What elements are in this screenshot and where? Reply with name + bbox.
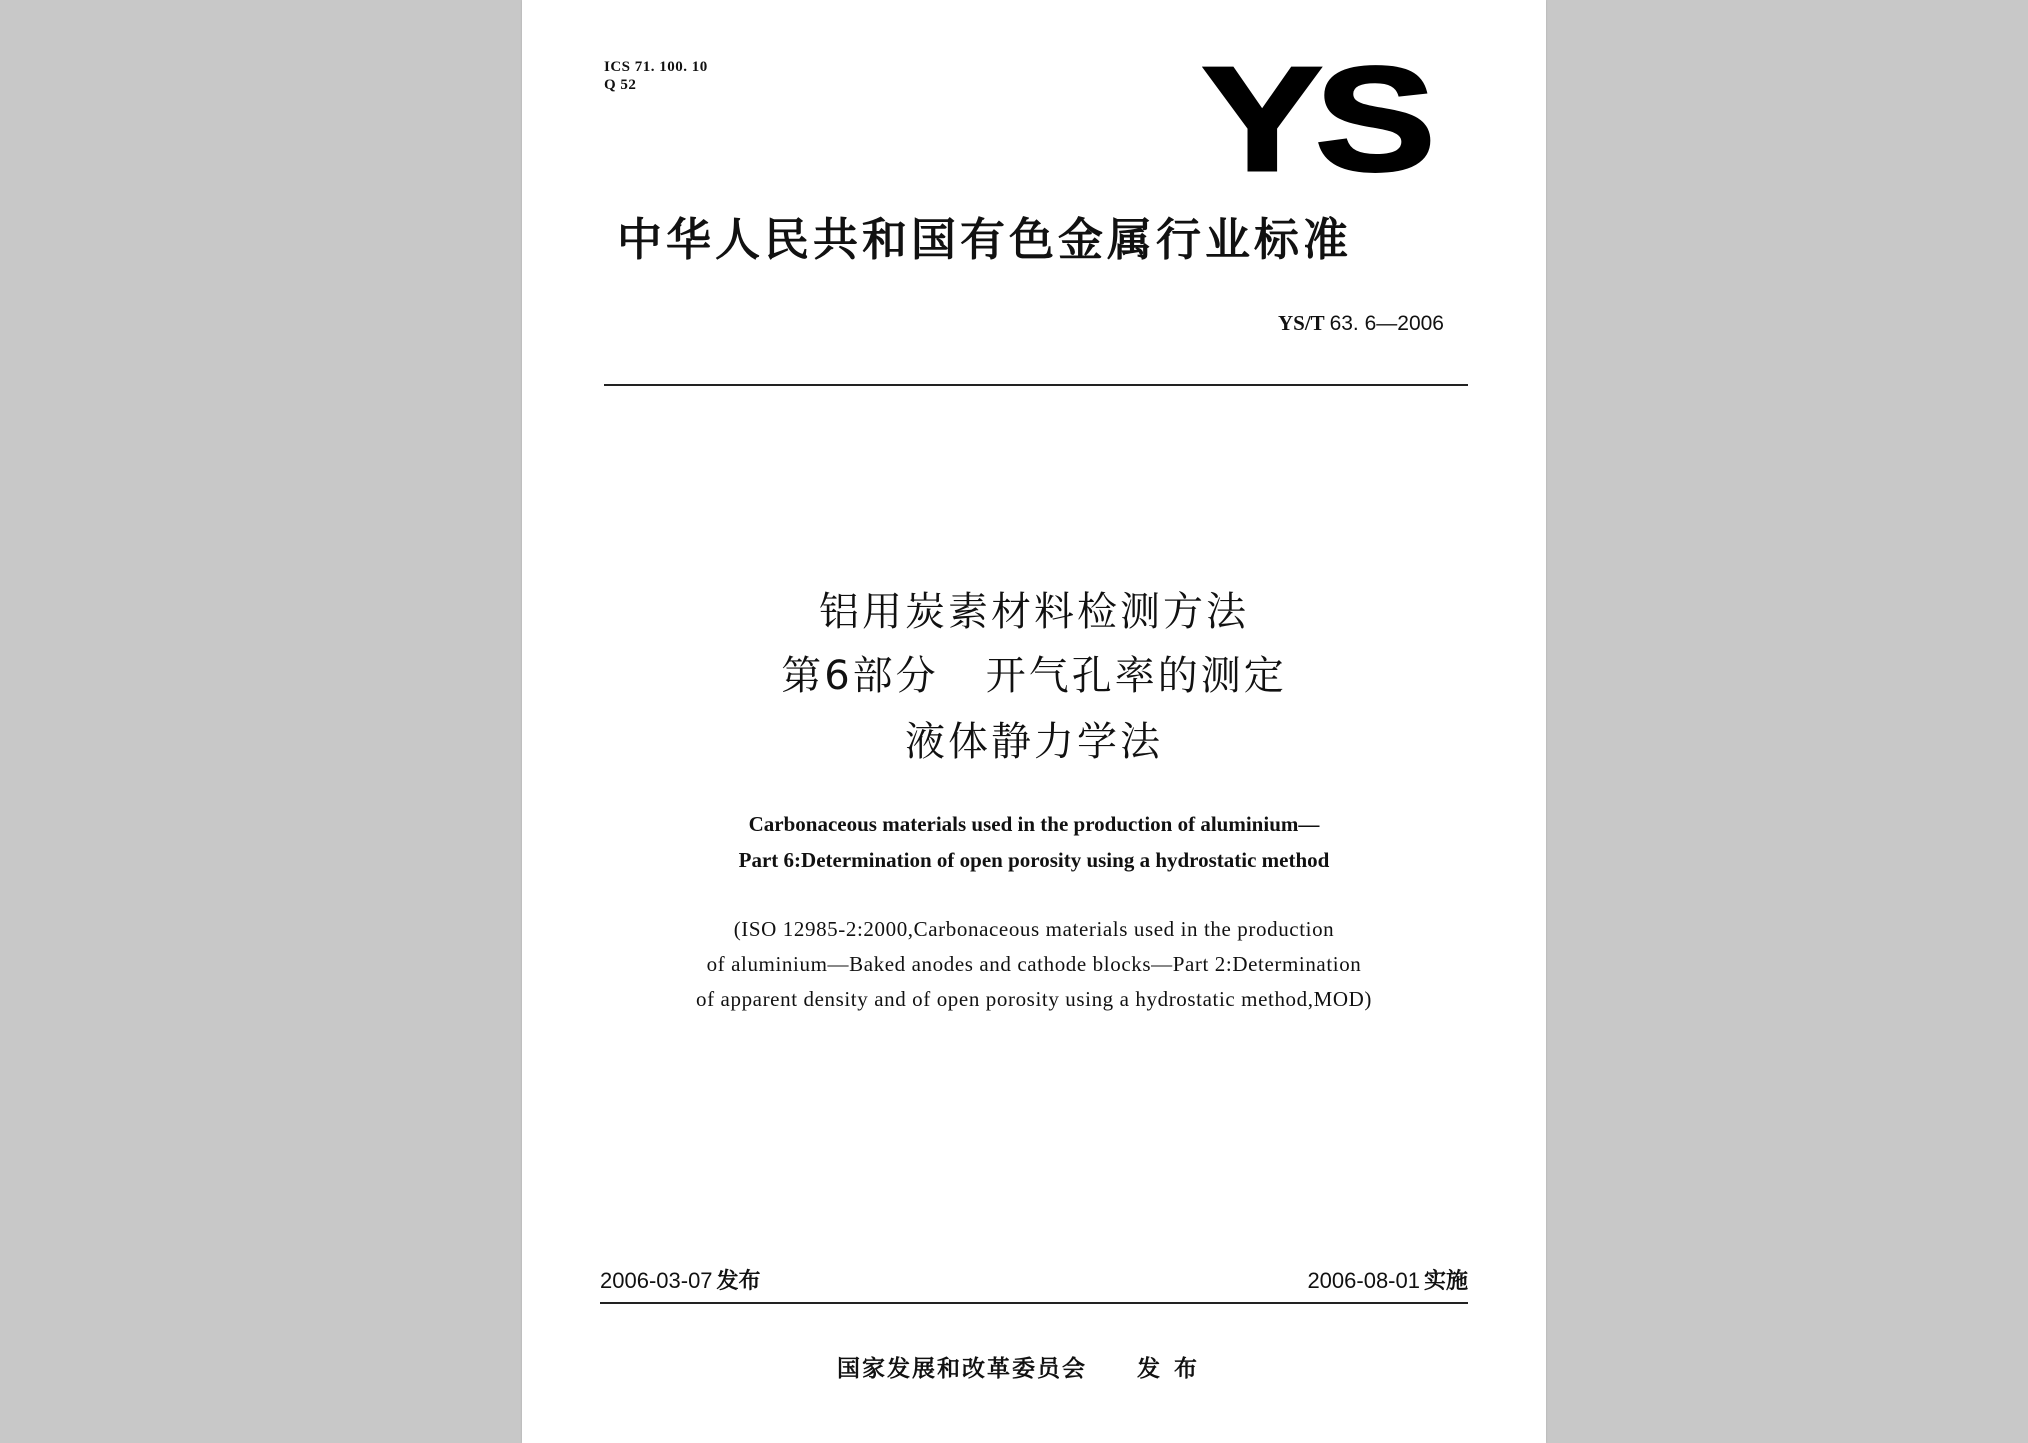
implement-date-value: 2006-08-01 — [1307, 1268, 1420, 1293]
bottom-divider — [600, 1302, 1468, 1304]
issue-date — [600, 1266, 761, 1296]
title-cn-line2: 第6部分 开气孔率的测定 — [781, 653, 1287, 699]
ics-code: ICS 71. 100. 10 — [604, 59, 708, 75]
iso-reference-line2: of aluminium—Baked anodes and cathode blocks—Part 2:Determination — [706, 952, 1362, 976]
ys-logo: YS — [1202, 37, 1429, 202]
issuer-line — [837, 1352, 1211, 1386]
issue-date-label: 发布 — [716, 1268, 761, 1293]
document-page — [522, 0, 1546, 1443]
title-cn-line3: 液体静力学法 — [905, 719, 1163, 765]
iso-reference-line3: of apparent density and of open porosity using a hydrostatic method,MOD) — [696, 987, 1372, 1011]
classification-codes — [604, 58, 708, 94]
standard-code-prefix: YS/T — [1278, 311, 1325, 335]
top-divider — [604, 384, 1468, 386]
issuer-name: 国家发展和改革委员会 — [837, 1356, 1087, 1382]
ccs-code: Q 52 — [604, 77, 637, 93]
standard-organization: 中华人民共和国有色金属行业标准 — [617, 213, 1353, 266]
implement-date-label: 实施 — [1423, 1268, 1468, 1293]
title-cn-line1: 铝用炭素材料检测方法 — [819, 589, 1249, 635]
iso-reference-line1: (ISO 12985-2:2000,Carbonaceous materials used in the production — [733, 917, 1335, 941]
standard-code — [1278, 310, 1444, 337]
implement-date — [1307, 1266, 1468, 1296]
issuer-action: 发布 — [1137, 1356, 1211, 1382]
standard-code-number: 63. 6—2006 — [1329, 312, 1444, 335]
issue-date-value: 2006-03-07 — [600, 1268, 713, 1293]
title-en-line1: Carbonaceous materials used in the production of aluminium— — [748, 812, 1320, 836]
title-en-line2: Part 6:Determination of open porosity using a hydrostatic method — [738, 848, 1330, 872]
